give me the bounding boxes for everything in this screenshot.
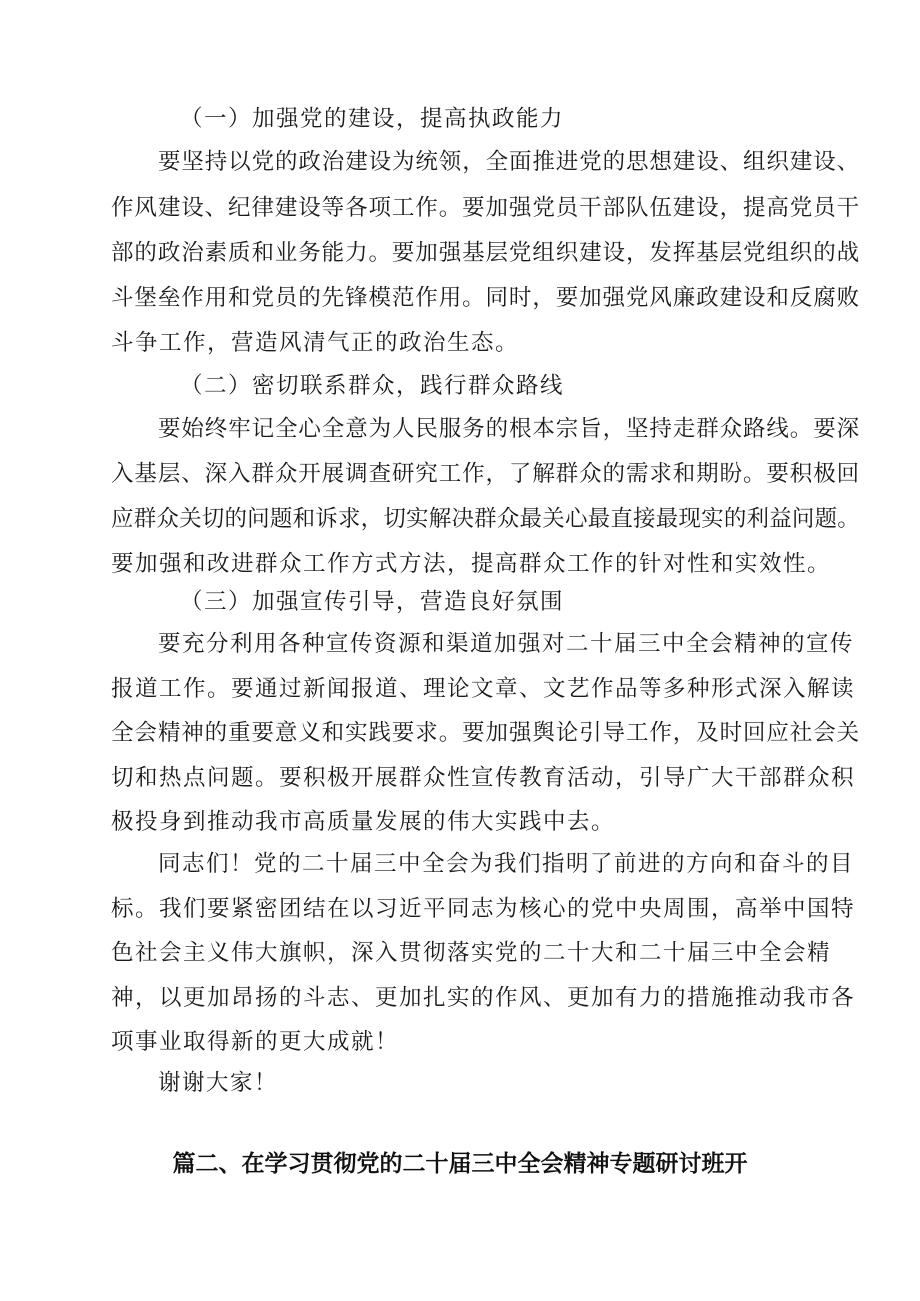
section-3-line-5: 极投身到推动我市高质量发展的伟大实践中去。 — [111, 809, 616, 835]
section-2-heading: （二）密切联系群众，践行群众路线 — [180, 373, 565, 399]
section-1-line-2: 作风建设、纪律建设等各项工作。要加强党员干部队伍建设，提高党员干 — [111, 195, 861, 221]
next-article-title: 篇二、在学习贯彻党的二十届三中全会精神专题研讨班开 — [172, 1151, 748, 1177]
closing-line-4: 神，以更加昂扬的斗志、更加扎实的作风、更加有力的措施推动我市各 — [111, 985, 856, 1011]
section-2-line-3: 应群众关切的问题和诉求，切实解决群众最关心最直接最现实的利益问题。 — [111, 506, 861, 532]
closing-line-5: 项事业取得新的更大成就！ — [111, 1029, 400, 1055]
section-2-line-4: 要加强和改进群众工作方式方法，提高群众工作的针对性和实效性。 — [111, 551, 832, 577]
closing-thanks: 谢谢大家！ — [158, 1070, 279, 1096]
section-1-line-4: 斗堡垒作用和党员的先锋模范作用。同时，要加强党风廉政建设和反腐败 — [111, 285, 861, 311]
section-3-line-4: 切和热点问题。要积极开展群众性宣传教育活动，引导广大干部群众积 — [111, 765, 856, 791]
section-2-line-2: 入基层、深入群众开展调查研究工作，了解群众的需求和期盼。要积极回 — [111, 461, 861, 487]
section-3-line-1: 要充分利用各种宣传资源和渠道加强对二十届三中全会精神的宣传 — [158, 631, 855, 657]
section-2-line-1: 要始终牢记全心全意为人民服务的根本宗旨，坚持走群众路线。要深 — [158, 416, 861, 442]
closing-line-2: 标。我们要紧密团结在以习近平同志为核心的党中央周围，高举中国特 — [111, 896, 856, 922]
closing-line-3: 色社会主义伟大旗帜，深入贯彻落实党的二十大和二十届三中全会精 — [111, 940, 832, 966]
section-3-heading: （三）加强宣传引导，营造良好氛围 — [180, 589, 565, 615]
section-3-line-3: 全会精神的重要意义和实践要求。要加强舆论引导工作，及时回应社会关 — [111, 720, 861, 746]
closing-line-1: 同志们！党的二十届三中全会为我们指明了前进的方向和奋斗的目 — [158, 851, 855, 877]
section-1-line-1: 要坚持以党的政治建设为统领，全面推进党的思想建设、组织建设、 — [158, 149, 861, 175]
section-1-line-3: 部的政治素质和业务能力。要加强基层党组织建设，发挥基层党组织的战 — [111, 240, 861, 266]
section-1-line-5: 斗争工作，营造风清气正的政治生态。 — [111, 330, 520, 356]
section-1-heading: （一）加强党的建设，提高执政能力 — [180, 106, 565, 132]
section-3-line-2: 报道工作。要通过新闻报道、理论文章、文艺作品等多种形式深入解读 — [111, 676, 856, 702]
